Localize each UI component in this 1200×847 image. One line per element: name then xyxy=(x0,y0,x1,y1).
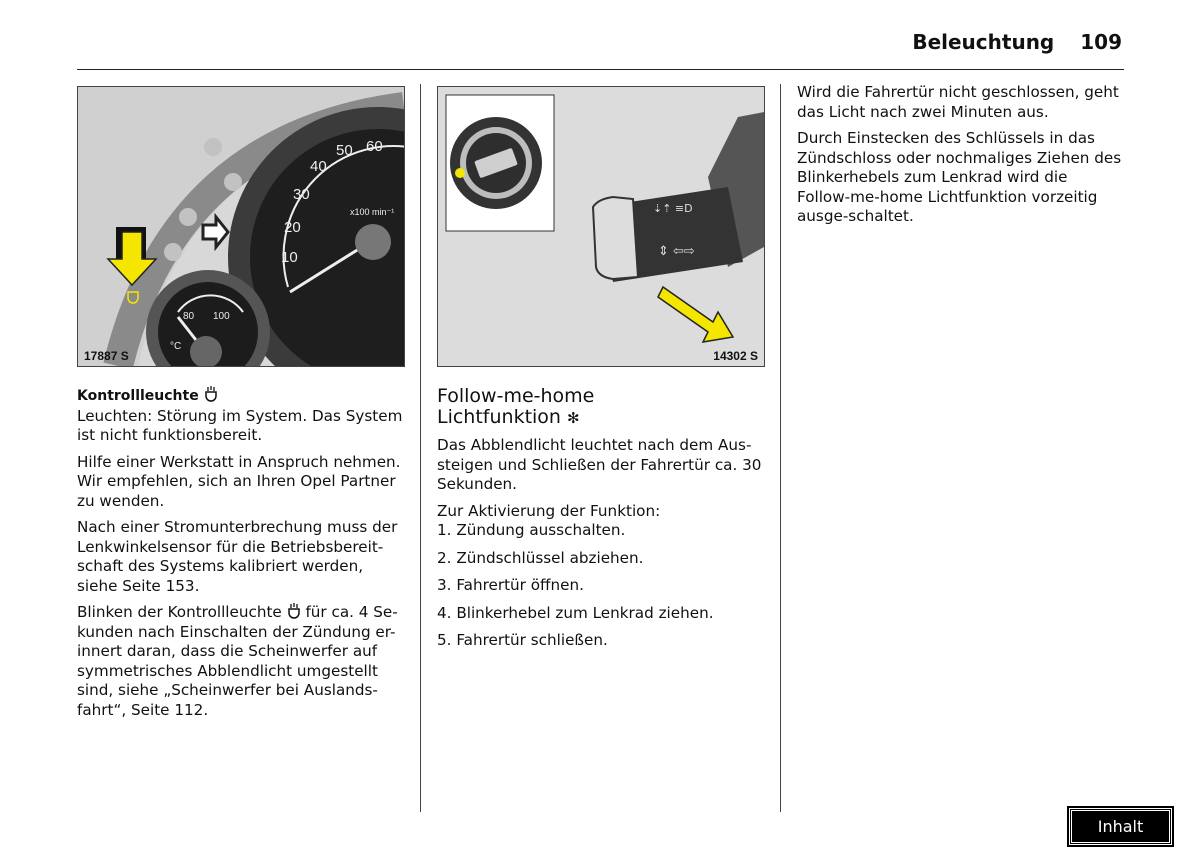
page-number: 109 xyxy=(1080,30,1122,54)
paragraph: Das Abblendlicht leuchtet nach dem Aus-steigen und Schließen der Fahrertür ca. 30 Sekunden. xyxy=(437,436,762,493)
gauge-label-50: 50 xyxy=(336,142,353,159)
column-divider-1 xyxy=(420,84,421,812)
gauge-label-60: 60 xyxy=(366,138,383,155)
figure-code: 17887 S xyxy=(84,349,129,363)
paragraph: Zur Aktivierung der Funktion: xyxy=(437,501,661,520)
heading-line: Lichtfunktion xyxy=(437,406,561,428)
gauge-label-10: 10 xyxy=(281,249,298,266)
gauge-label-20: 20 xyxy=(284,219,301,236)
section-title: Beleuchtung xyxy=(912,30,1055,54)
column-1 xyxy=(77,386,403,727)
svg-text:⇣⇡ ≡D: ⇣⇡ ≡D xyxy=(653,202,693,215)
paragraph: Wird die Fahrertür nicht geschlossen, geht das Licht nach zwei Minuten aus. xyxy=(797,83,1119,121)
svg-text:⇕ ⇦⇨: ⇕ ⇦⇨ xyxy=(658,244,695,259)
paragraph xyxy=(77,603,403,720)
temp-label-low: 80 xyxy=(183,311,195,322)
figure-code: 14302 S xyxy=(713,349,758,363)
steering-light-icon xyxy=(204,386,218,402)
heading-line: Follow-me-home xyxy=(437,385,595,407)
paragraph: Hilfe einer Werkstatt in Anspruch nehmen. Wir empfehlen, sich an Ihren Opel Partner zu wenden. xyxy=(77,452,401,510)
column-3 xyxy=(797,83,1123,234)
contents-button[interactable]: Inhalt xyxy=(1069,808,1172,845)
column-divider-2 xyxy=(780,84,781,812)
indicator-stalk-figure xyxy=(437,86,765,367)
option-mark-icon: ✻ xyxy=(567,409,580,427)
indicator-stalk-illustration xyxy=(438,87,764,366)
paragraph-part: für ca. 4 Se-kunden nach Einschalten der Zündung er-innert daran, dass die Scheinwerfer auf symmetrisches Abblendlicht umgestellt sind, siehe „Scheinwerfer bei Auslands-fahrt“, Seite 112. xyxy=(77,603,398,719)
step-list xyxy=(437,521,763,651)
paragraph-part: Blinken der Kontrollleuchte xyxy=(77,603,282,621)
gauge-label-30: 30 xyxy=(293,186,310,203)
list-item: 3. Fahrertür öffnen. xyxy=(437,576,584,594)
header-rule xyxy=(77,69,1124,70)
list-item: 5. Fahrertür schließen. xyxy=(437,631,608,649)
temp-unit: °C xyxy=(170,341,182,352)
steering-light-icon xyxy=(287,603,301,619)
list-item: 4. Blinkerhebel zum Lenkrad ziehen. xyxy=(437,603,714,622)
instrument-cluster-figure xyxy=(77,86,405,367)
instrument-cluster-illustration xyxy=(78,87,404,366)
paragraph: Nach einer Stromunterbrechung muss der Lenkwinkelsensor für die Betriebsbereit-schaft des Systems kalibriert werden, siehe Seite 153. xyxy=(77,518,398,595)
gauge-unit: x100 min⁻¹ xyxy=(350,207,395,217)
paragraph: Durch Einstecken des Schlüssels in das Zündschloss oder nochmaliges Ziehen des Blinkerhebels zum Lenkrad wird die Follow-me-home Lichtfunktion vorzeitig ausge-schaltet. xyxy=(797,129,1122,225)
gauge-label-40: 40 xyxy=(310,158,327,175)
section-heading xyxy=(437,386,763,429)
page-header xyxy=(912,30,1122,54)
list-item: 1. Zündung ausschalten. xyxy=(437,521,626,539)
list-item: 2. Zündschlüssel abziehen. xyxy=(437,548,644,567)
paragraph: Leuchten: Störung im System. Das System ist nicht funktionsbereit. xyxy=(77,406,403,444)
column-2 xyxy=(437,386,763,659)
heading-text: Kontrollleuchte xyxy=(77,388,199,404)
warning-lamp-heading xyxy=(77,386,403,407)
temp-label-high: 100 xyxy=(213,311,230,322)
